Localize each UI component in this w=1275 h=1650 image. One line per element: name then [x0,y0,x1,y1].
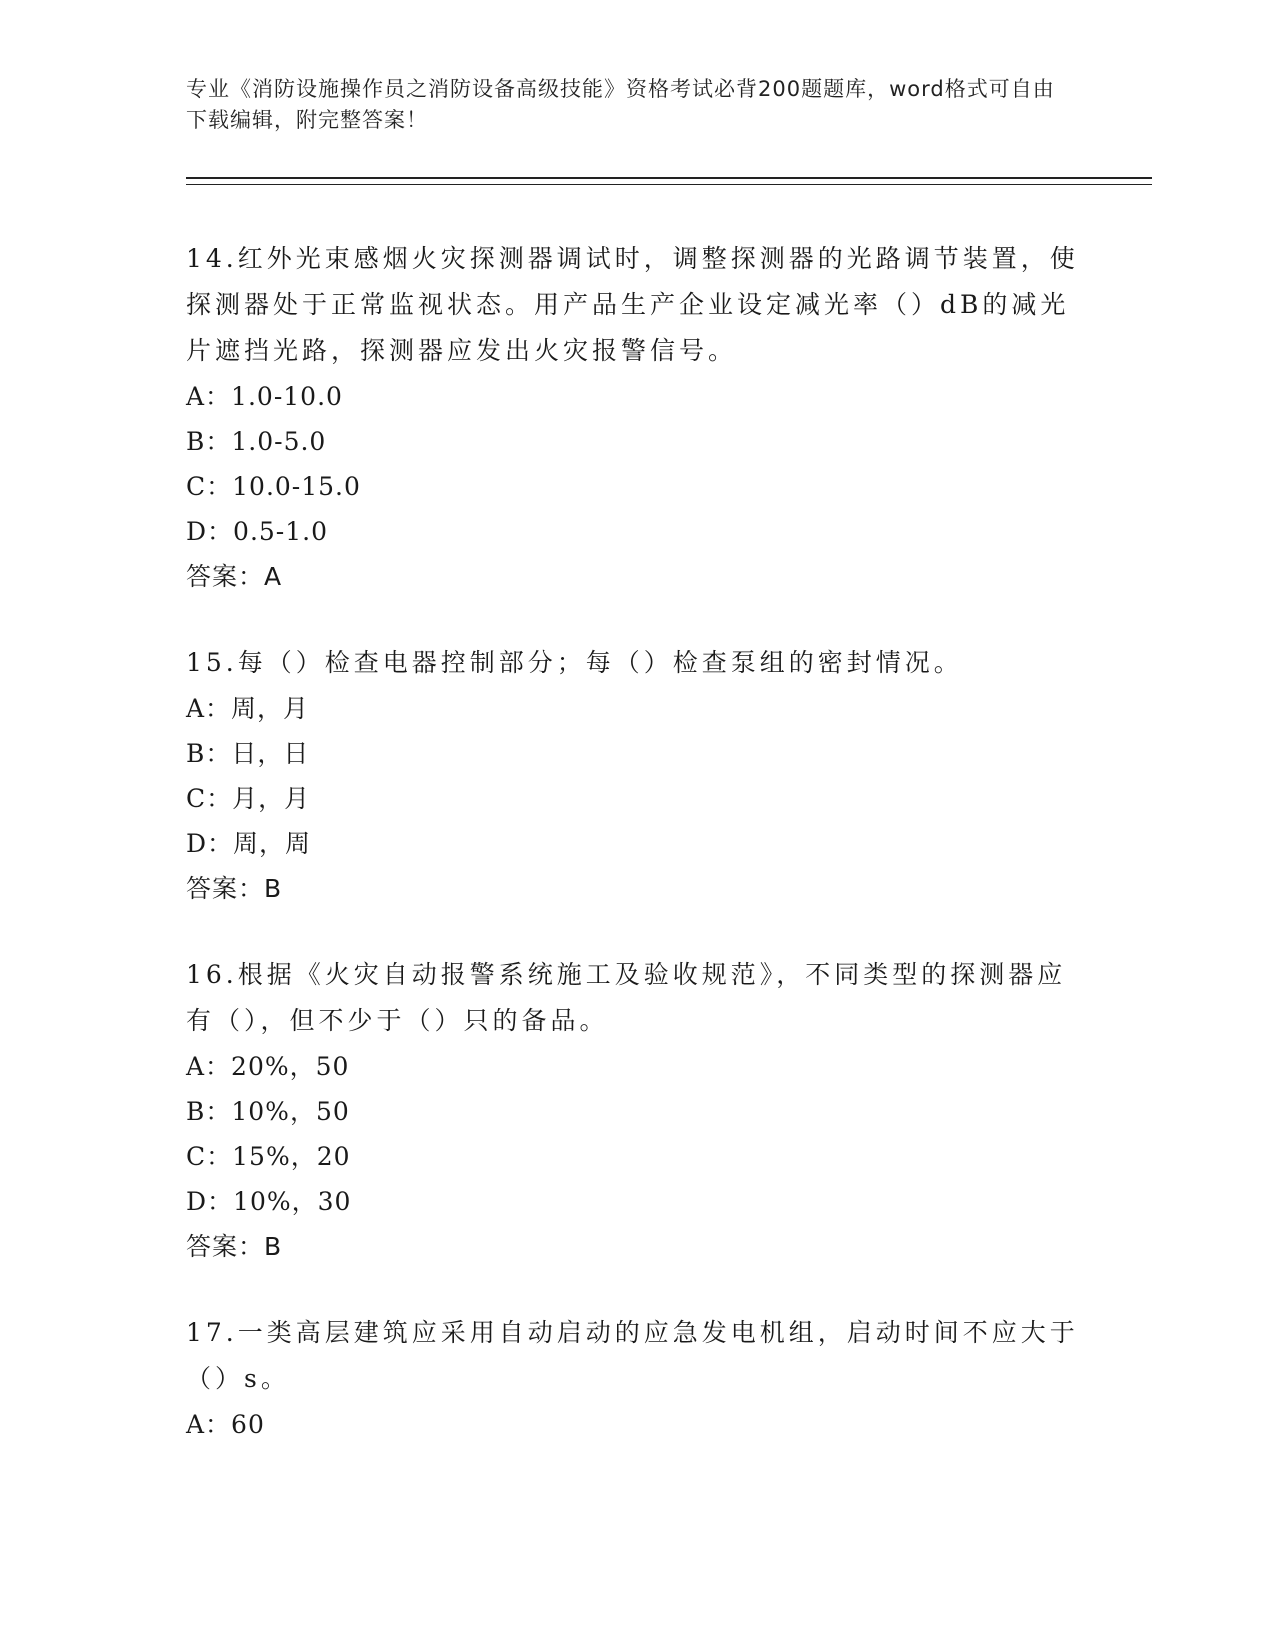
question-stem: 16.根据《火灾自动报警系统施工及验收规范》，不同类型的探测器应有（），但不少于（）只的备品。 [186,960,1067,1035]
document-header: 专业《消防设施操作员之消防设备高级技能》资格考试必背200题题库，word格式可自由下载编辑，附完整答案！ [186,77,1055,132]
question-list [186,236,1086,1487]
option-list [186,1044,1086,1224]
option-list [186,374,1086,554]
option-b: B：日，日 [186,739,310,768]
option-d: D：10%，30 [186,1187,352,1216]
header-divider [186,177,1152,185]
question-stem: 15.每（）检查电器控制部分；每（）检查泵组的密封情况。 [186,648,963,677]
option-c: C：15%，20 [186,1142,351,1171]
question-15 [186,640,1086,912]
option-list [186,1402,1086,1447]
question-14 [186,236,1086,600]
option-a: A：周，月 [186,694,310,723]
question-stem: 14.红外光束感烟火灾探测器调试时，调整探测器的光路调节装置，使探测器处于正常监视状态。用产品生产企业设定减光率（）dB的减光片遮挡光路，探测器应发出火灾报警信号。 [186,244,1079,365]
answer-line: 答案：A [186,562,283,591]
option-d: D：0.5-1.0 [186,517,329,546]
option-a: A：20%，50 [186,1052,350,1081]
question-17 [186,1310,1086,1447]
option-b: B：10%，50 [186,1097,350,1126]
question-stem: 17.一类高层建筑应采用自动启动的应急发电机组，启动时间不应大于（）s。 [186,1318,1079,1393]
option-d: D：周，周 [186,829,312,858]
option-list [186,686,1086,866]
option-a: A：1.0-10.0 [186,382,343,411]
option-b: B：1.0-5.0 [186,427,327,456]
option-a: A：60 [186,1410,265,1439]
answer-line: 答案：B [186,874,283,903]
option-c: C：月，月 [186,784,311,813]
option-c: C：10.0-15.0 [186,472,361,501]
answer-line: 答案：B [186,1232,283,1261]
question-16 [186,952,1086,1270]
